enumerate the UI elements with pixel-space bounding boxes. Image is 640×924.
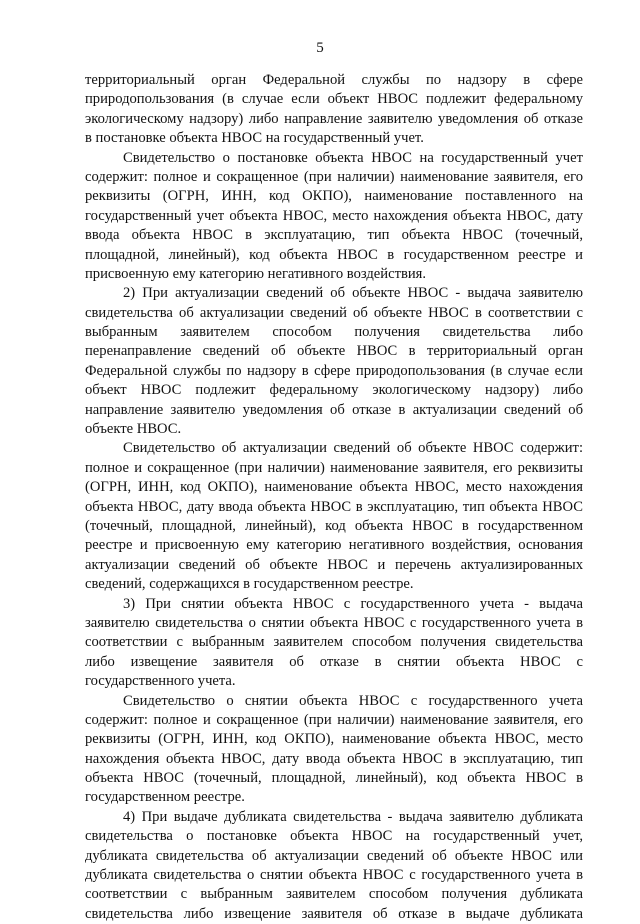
text-line: (ОГРН, ИНН, код ОКПО), наименование объекта НВОС, место нахождения — [85, 479, 583, 496]
text-line: объекте НВОС. — [85, 421, 182, 438]
text-line: направление заявителю уведомления об отказе в актуализации сведений об — [85, 401, 583, 418]
paragraph — [85, 284, 583, 439]
paragraph — [85, 439, 583, 594]
text-line: территориальный орган Федеральной службы по надзору в сфере — [85, 72, 583, 88]
text-line: соответствии с выбранным заявителем способом получения дубликата — [85, 886, 583, 903]
text-line: дубликата свидетельства о снятии объекта НВОС с государственного учета в — [85, 867, 583, 884]
text-line: Свидетельство о постановке объекта НВОС на государственный учет — [123, 149, 583, 166]
text-line: свидетельства либо извещение заявителя об отказе в выдаче дубликата — [85, 905, 583, 922]
page-number: 5 — [316, 40, 324, 56]
text-line: Свидетельство о снятии объекта НВОС с государственного учета — [123, 692, 583, 709]
text-line: Свидетельство об актуализации сведений об объекте НВОС содержит: — [123, 440, 583, 457]
text-line: присвоенную ему категорию негативного воздействия. — [85, 265, 427, 282]
text-line: ввода объекта НВОС в эксплуатацию, тип объекта НВОС (точечный, — [85, 227, 583, 244]
text-line: свидетельства о постановке объекта НВОС на государственный учет, — [85, 828, 583, 845]
paragraph — [85, 595, 583, 692]
text-line: либо извещение заявителя об отказе в снятии объекта НВОС с — [85, 653, 583, 670]
text-line: содержит: полное и сокращенное (при наличии) наименование заявителя, его — [85, 168, 583, 185]
text-line: площадной, линейный), код объекта НВОС в государственном реестре и — [85, 246, 583, 263]
paragraph — [85, 149, 583, 285]
text-line: 2) При актуализации сведений об объекте НВОС - выдача заявителю — [123, 285, 583, 302]
paragraph — [85, 71, 583, 149]
text-line: перенаправление сведений об объекте НВОС в территориальный орган — [85, 343, 583, 360]
text-line: (точечный, площадной, линейный), код объекта НВОС в государственном — [85, 517, 583, 534]
text-line: экологическому надзору) либо направление заявителю уведомления об отказе — [85, 110, 583, 127]
text-line: государственный учет объекта НВОС, место нахождения объекта НВОС, дату — [85, 207, 583, 224]
text-line: реквизиты (ОГРН, ИНН, код ОКПО), наименование поставленного на — [85, 188, 583, 205]
text-line: 3) При снятии объекта НВОС с государственного учета - выдача — [123, 595, 583, 612]
text-line: содержит: полное и сокращенное (при наличии) наименование заявителя, его — [85, 711, 583, 728]
paragraph — [85, 692, 583, 808]
text-line: 4) При выдаче дубликата свидетельства - выдача заявителю дубликата — [123, 808, 583, 825]
text-line: в постановке объекта НВОС на государственный учет. — [85, 130, 424, 147]
text-line: реестре и присвоенную ему категорию негативного воздействия, основания — [85, 537, 583, 554]
text-line: дубликата свидетельства об актуализации сведений об объекте НВОС или — [85, 847, 583, 864]
text-line: Федеральной службы по надзору в сфере природопользования (в случае если — [85, 362, 583, 379]
text-line: соответствии с выбранным заявителем способом получения свидетельства — [85, 634, 583, 651]
text-line: государственного учета. — [85, 673, 236, 690]
paragraph — [85, 808, 583, 924]
text-line: объекта НВОС, дату ввода объекта НВОС в эксплуатацию, тип объекта НВОС — [85, 498, 583, 515]
text-line: полное и сокращенное (при наличии) наименование заявителя, его реквизиты — [85, 459, 583, 476]
document-body — [85, 71, 583, 924]
text-line: объекта НВОС (точечный, площадной, линейный), код объекта НВОС в — [85, 770, 583, 787]
text-line: природопользования (в случае если объект НВОС подлежит федеральному — [85, 91, 583, 108]
text-line: государственном реестре. — [85, 789, 245, 806]
text-line: актуализации сведений об объекте НВОС и перечень актуализированных — [85, 556, 583, 573]
text-line: нахождения объекта НВОС, дату ввода объекта НВОС в эксплуатацию, тип — [85, 750, 583, 767]
text-line: выбранным заявителем способом получения свидетельства либо — [85, 324, 583, 341]
text-line: заявителю свидетельства о снятии объекта НВОС с государственного учета в — [85, 614, 583, 631]
text-line: сведений, содержащихся в государственном реестре. — [85, 576, 414, 593]
text-line: объект НВОС подлежит федеральному экологическому надзору) либо — [85, 382, 583, 399]
text-line: реквизиты (ОГРН, ИНН, код ОКПО), наименование объекта НВОС, место — [85, 731, 583, 748]
text-line: свидетельства об актуализации сведений об объекте НВОС в соответствии с — [85, 304, 583, 321]
